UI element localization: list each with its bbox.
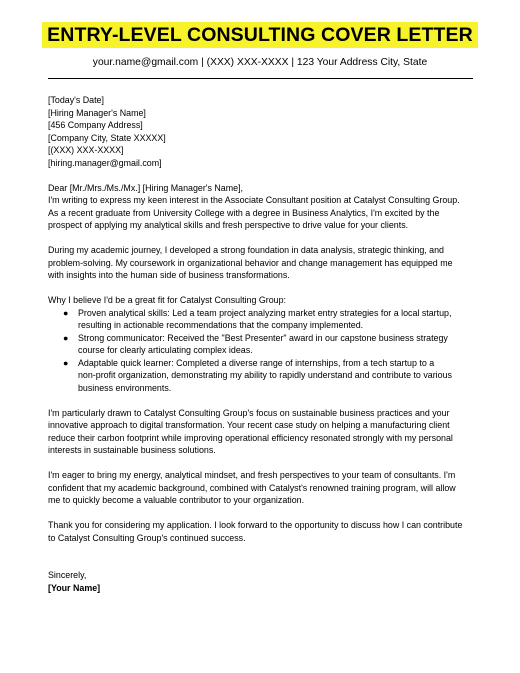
paragraph-motivation (48, 407, 488, 457)
title-banner (0, 22, 520, 48)
list-item-line: non-profit organization, demonstrating my ability to rapidly understand and contribute to various (78, 370, 452, 380)
paragraph-thanks (48, 519, 488, 544)
paragraph-line: I'm writing to express my keen interest in the Associate Consultant position at Catalyst Consulting Group. (48, 195, 460, 205)
bullet-icon: ● (63, 307, 69, 318)
paragraph-line: During my academic journey, I developed a strong foundation in data analysis, strategic thinking, and (48, 245, 444, 255)
paragraph-line: innovative approach to digital transformation. Your recent case study on helping a manufacturing client (48, 420, 450, 430)
recipient-email: [hiring.manager@gmail.com] (48, 157, 162, 168)
recipient-city: [Company City, State XXXXX] (48, 132, 166, 143)
list-item-line: course for clearly articulating complex ideas. (78, 345, 253, 355)
closing-spacer (48, 557, 488, 570)
paragraph-line: I'm eager to bring my energy, analytical mindset, and fresh perspectives to your team of consultants. I'm (48, 470, 456, 480)
list-item-line: Adaptable quick learner: Completed a diverse range of internships, from a tech startup to a (78, 357, 435, 368)
list-item-line: Strong communicator: Received the "Best Presenter" award in our capstone business strategy (78, 332, 448, 343)
page-title: ENTRY-LEVEL CONSULTING COVER LETTER (42, 22, 478, 48)
header-divider (48, 78, 473, 79)
list-item-line: resulting in actionable recommendations that the company implemented. (78, 320, 364, 330)
bullet-icon: ● (63, 357, 69, 368)
paragraph-line: interests in sustainable business solutions. (48, 445, 216, 455)
reasons-list (48, 307, 488, 395)
paragraph-line: with insights into the human side of business transformations. (48, 270, 290, 280)
paragraph-line: problem-solving. My coursework in organizational behavior and change management has equipped me (48, 257, 453, 268)
paragraph-line: Thank you for considering my application. I look forward to the opportunity to discuss how I can contribute (48, 520, 463, 530)
paragraph-intro (48, 194, 488, 232)
recipient-name: [Hiring Manager's Name] (48, 107, 146, 118)
list-item-line: Proven analytical skills: Led a team project analyzing market entry strategies for a local startup, (78, 307, 452, 318)
letter-body (48, 94, 488, 594)
paragraph-line: reduce their carbon footprint while improving operational efficiency resonated strongly with my personal (48, 432, 453, 443)
paragraph-line: prospect of applying my analytical skills and fresh perspective to drive value for your clients. (48, 220, 409, 230)
paragraph-line: me to quickly become a valuable contributor to your organization. (48, 495, 305, 505)
paragraph-line: I'm particularly drawn to Catalyst Consulting Group's focus on sustainable business practices and your (48, 407, 450, 418)
bullet-icon: ● (63, 332, 69, 343)
recipient-street: [456 Company Address] (48, 120, 143, 130)
letter-date: [Today's Date] (48, 95, 104, 105)
salutation: Dear [Mr./Mrs./Ms./Mx.] [Hiring Manager's Name], (48, 182, 244, 193)
paragraph-eager (48, 469, 488, 507)
closing: Sincerely, (48, 570, 87, 580)
list-item (48, 332, 488, 357)
reasons-intro: Why I believe I'd be a great fit for Catalyst Consulting Group: (48, 295, 286, 305)
paragraph-line: As a recent graduate from University College with a degree in Business Analytics, I'm excited by the (48, 207, 440, 218)
recipient-address (48, 107, 488, 170)
paragraph-academic (48, 244, 488, 282)
contact-line: your.name@gmail.com | (XXX) XXX-XXXX | 123 Your Address City, State (92, 57, 428, 68)
recipient-phone: [(XXX) XXX-XXXX] (48, 145, 124, 155)
list-item (48, 357, 488, 395)
paragraph-line: to Catalyst Consulting Group's continued success. (48, 532, 246, 543)
signature: [Your Name] (48, 582, 101, 593)
list-item (48, 307, 488, 332)
list-item-line: business environments. (78, 382, 172, 393)
paragraph-line: confident that my academic background, combined with Catalyst's renowned training program, will allow (48, 482, 456, 493)
